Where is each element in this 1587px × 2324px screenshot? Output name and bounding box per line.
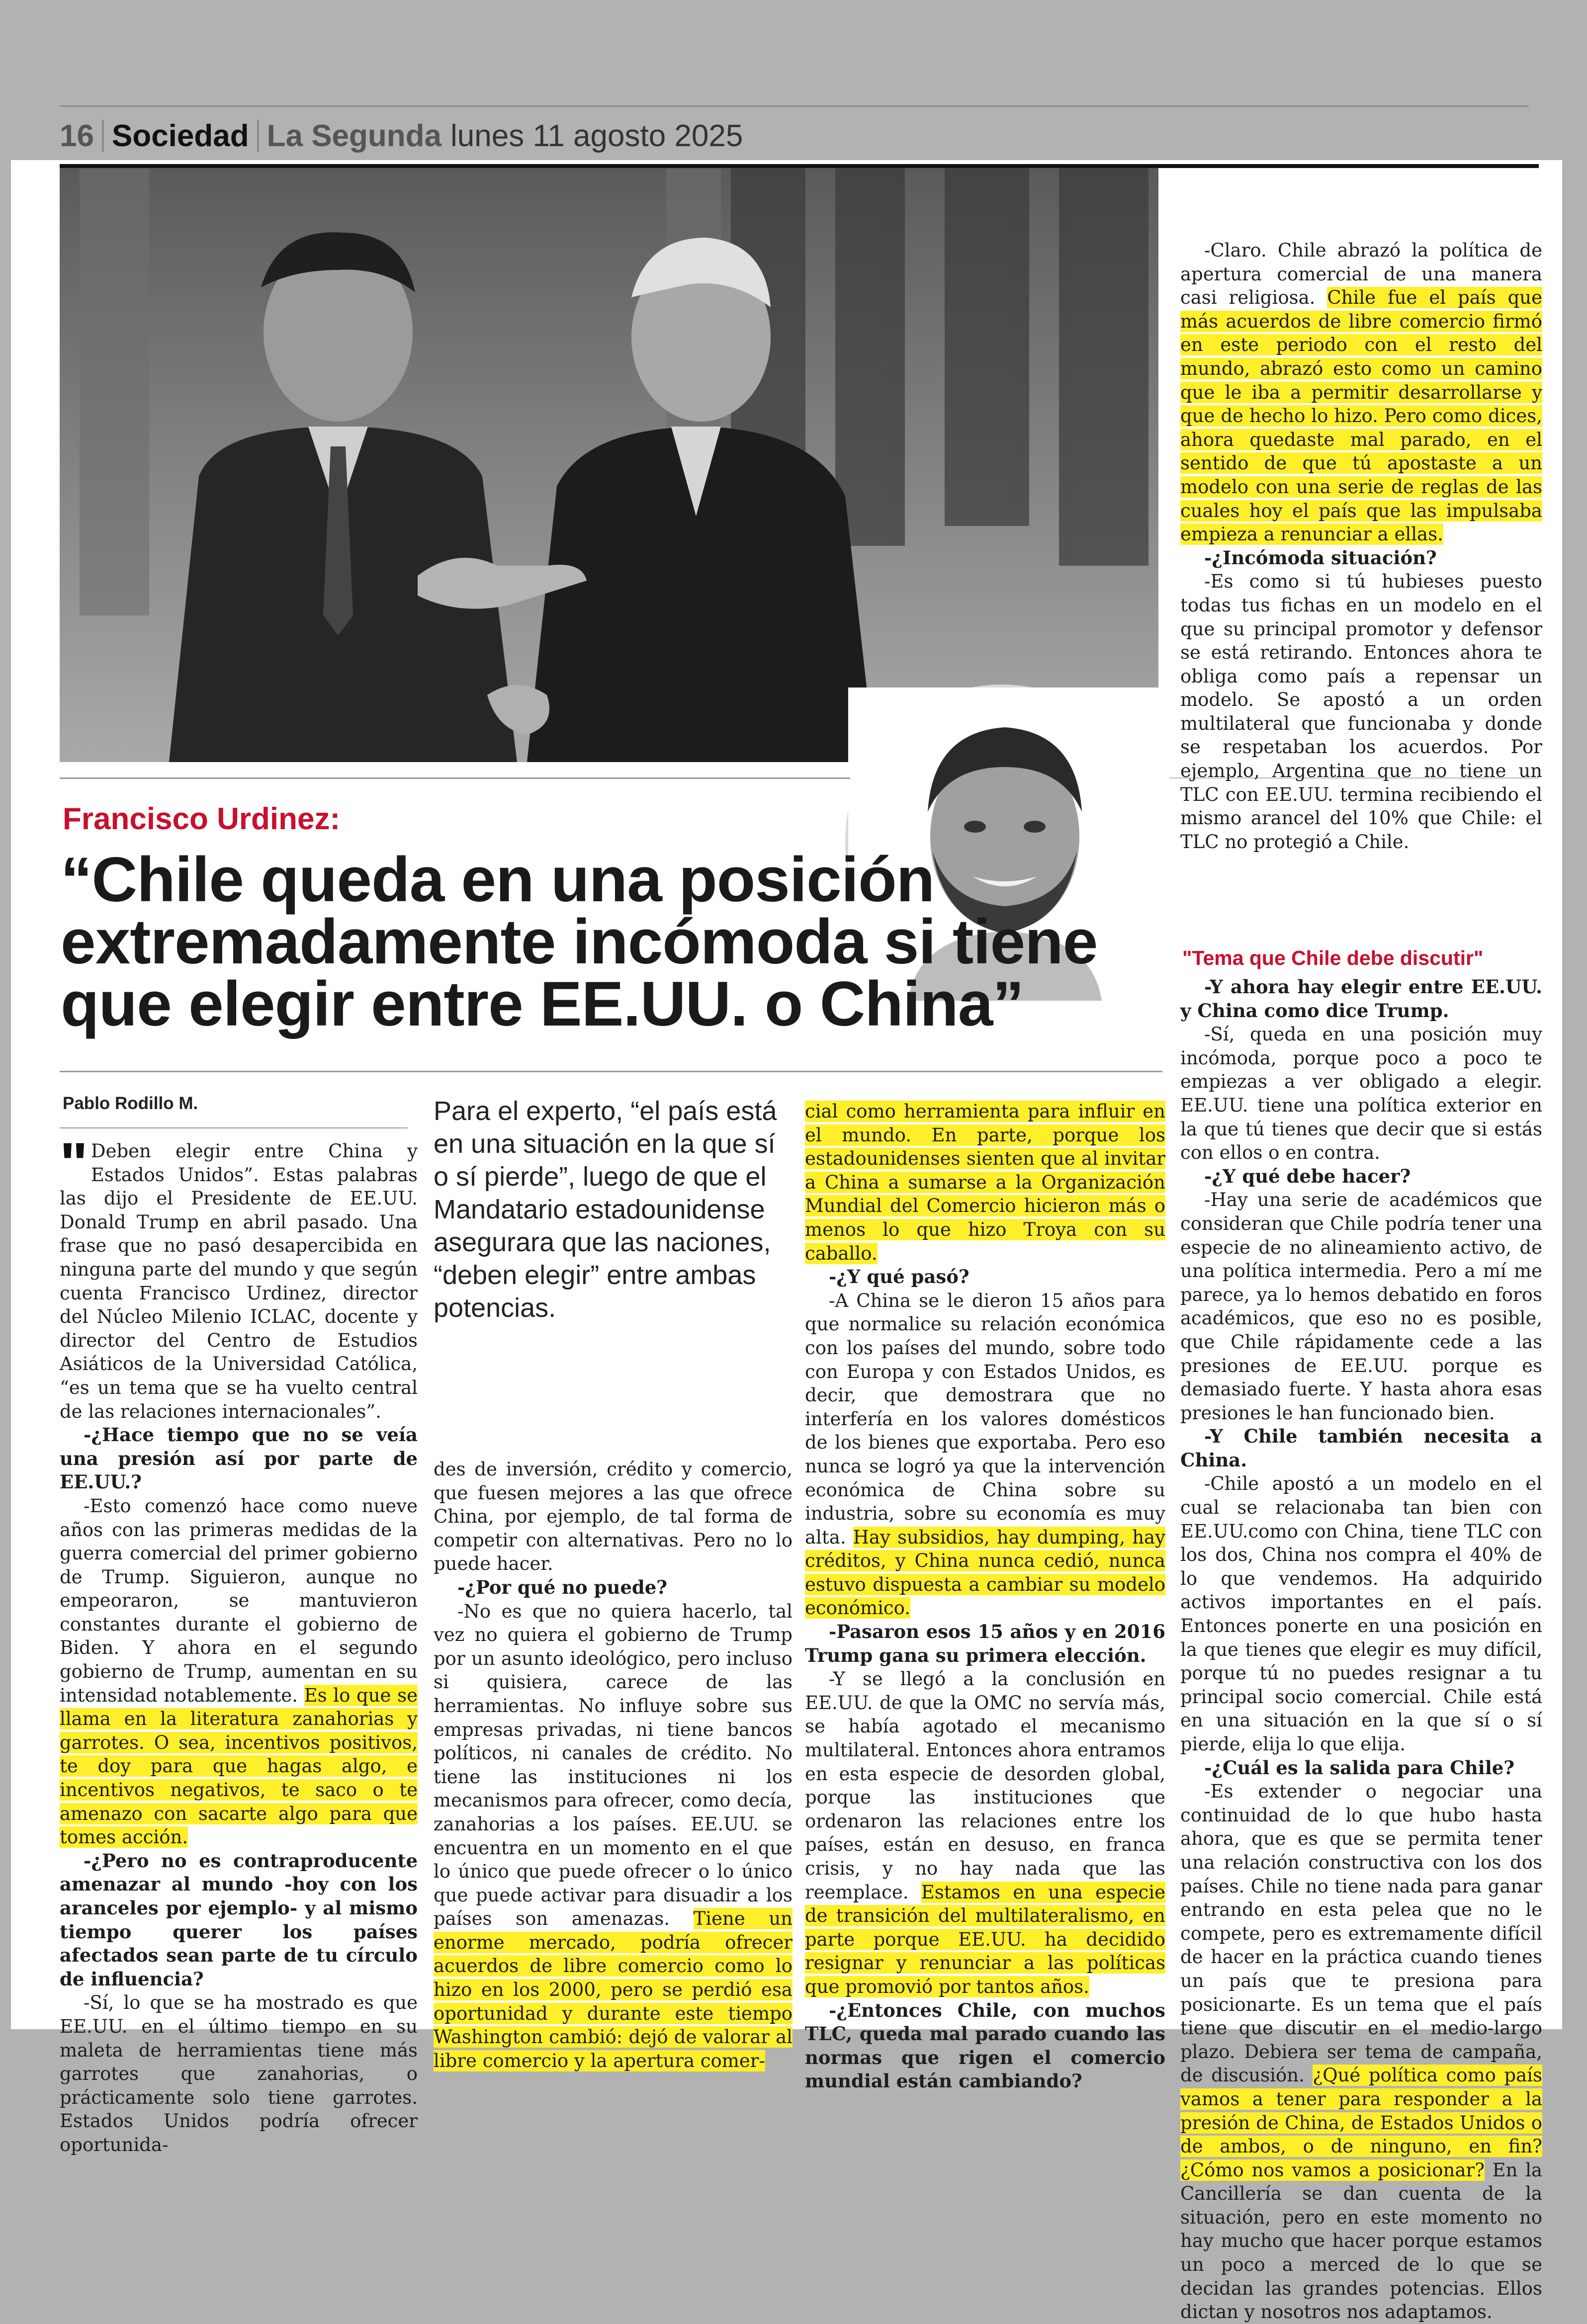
article-paragraph [434, 1600, 793, 2073]
interview-question: -¿Hace tiempo que no se veía una presión así por parte de EE.UU.? [60, 1424, 418, 1493]
article-column-4-bottom [1180, 975, 1542, 2324]
article-paragraph [60, 1130, 418, 1423]
section-name: Sociedad [111, 118, 249, 153]
paragraph-text: -Y se llegó a la conclusión en EE.UU. de que la OMC no servía más, se había agotado el mecanismo multilateral. Entonces ahora entramos en esta especie de desorden global, porque las instituciones que ordenaron las relaciones entre los países, están en desuso, en franca crisis, y no hay nada que las reemplace. [805, 1668, 1165, 1903]
paragraph-text: -Hay una serie de académicos que consideran que Chile podría tener una especie de no alineamiento activo, de una política intermedia. Pero a mí me parece, ya lo hemos debatido en foros académicos, que eso no es posible, que Chile rápidamente cede a las presiones de EE.UU. porque es demasiado fuerte. Y hasta ahora esas presiones le han funcionado bien. [1180, 1189, 1542, 1424]
highlighted-text: Es lo que se llama en la literatura zanahorias y garrotes. O sea, incentivos positivos, te doy para que hagas algo, e incentivos negativos, te saco o te amenazo con sacarte algo para que tomes acción. [60, 1684, 418, 1848]
header-line [60, 113, 743, 158]
article-column-2 [434, 1458, 793, 2072]
paragraph-text: -Chile apostó a un modelo en el cual se relacionaba tan bien con EE.UU.como con China, tiene TLC con los dos, China nos compra el 40% de lo que vendemos. Ha adquirido activos importantes en el país. Entonces ponerte en una posición en la que tienes que elegir es muy difícil, porque tú no puedes resignar a tu principal socio comercial. Chile está en una situación en la que sí o sí pierde, elija lo que elija. [1180, 1473, 1542, 1755]
page-header [60, 99, 1529, 153]
header-separator [257, 120, 259, 152]
main-photo [60, 168, 1158, 762]
drop-quote-mark: " [60, 1130, 84, 1197]
article-paragraph [1180, 239, 1542, 546]
article-paragraph [805, 1289, 1165, 1620]
article-paragraph [1180, 570, 1542, 854]
paragraph-text: -Sí, queda en una posición muy incómoda, porque poco a poco te empiezas a ver obligado a elegir. EE.UU. tiene una política exterior en la que tú tienes que decir que si estás con ellos o en contra. [1180, 1024, 1542, 1164]
paragraph-text: -No es que no quiera hacerlo, tal vez no quiera el gobierno de Trump por un asunto ideológico, pero incluso si quisiera, carece de las herramientas. No influye sobre sus empresas privadas, ni tiene bancos políticos, ni canales de crédito. No tiene las instituciones ni los mecanismos para ofrecer, como decía, zanahorias a los países. EE.UU. se encuentra en un momento en el que lo único que puede ofrecer o lo único que puede activar para disuadir a los países son amenazas. [434, 1600, 793, 1930]
interview-question: -¿Por qué no puede? [457, 1576, 667, 1598]
article-paragraph [434, 1458, 793, 1576]
headline-rule [60, 1071, 1162, 1072]
highlighted-text: Tiene un enorme mercado, podría ofrecer acuerdos de libre comercio como lo hizo en los 2000, pero se perdió esa oportunidad y durante este tiempo Washington cambió: dejó de valorar al libre comercio y la apertura comer- [434, 1908, 793, 2071]
article-column-4-top [1180, 239, 1542, 854]
interview-question: -Y ahora hay elegir entre EE.UU. y China como dice Trump. [1180, 976, 1542, 1022]
article-column-3 [805, 1100, 1165, 2093]
paragraph-text: -A China se le dieron 15 años para que normalice su relación económica con los países del mundo, sobre todo con Europa y con Estados Unidos, es decir, que demostrara que no interfería en los valores domésticos de los bienes que exportaba. Pero eso nunca se logró ya que la intervención económica de China sobre su industria, sobre su economía es muy alta. [805, 1290, 1165, 1548]
section-subhead: "Tema que Chile debe discutir" [1182, 947, 1484, 969]
paragraph-text: -Es como si tú hubieses puesto todas tus fichas en un modelo en el que su principal promotor y defensor se está retirando. Entonces ahora te obliga como país a repensar un modelo. Se apostó a un orden multilateral que funcionaba y donde se respetaban los acuerdos. Por ejemplo, Argentina que no tiene un TLC con EE.UU. termina recibiendo el mismo arancel del 10% que Chile: el TLC no protegió a Chile. [1180, 571, 1542, 853]
article-column-1 [60, 1130, 418, 2157]
newspaper-name: La Segunda [266, 118, 441, 153]
interview-question: -Y Chile también necesita a China. [1180, 1425, 1542, 1471]
interview-question: -¿Y qué pasó? [829, 1266, 970, 1288]
highlighted-text: ¿Qué política como país vamos a tener para responder a la presión de China, de Estados Unidos o de ambos, o de ninguno, en fin? ¿Cómo nos vamos a posicionar? [1180, 2065, 1542, 2181]
article-headline: “Chile queda en una posición extremadamente incómoda si tiene que elegir entre EE.UU. o China” [61, 844, 1098, 1039]
article-paragraph [1180, 1780, 1542, 2324]
highlighted-text: Chile fue el país que más acuerdos de libre comercio firmó en este periodo con el resto del mundo, abrazó esto como un camino que le iba a permitir desarrollarse y que de hecho lo hizo. Pero como dices, ahora quedaste mal parado, en el sentido de que tú apostaste a un modelo con una serie de reglas de las cuales hoy el país que las impulsaba empieza a renunciar a ellas. [1180, 287, 1542, 545]
article-paragraph [805, 1100, 1165, 1265]
main-photo-illustration [60, 168, 1158, 762]
article-paragraph [805, 1667, 1165, 1998]
newspaper-page [11, 160, 1562, 2323]
header-separator [102, 120, 104, 152]
byline-rule [60, 1127, 408, 1128]
interview-question: -¿Cuál es la salida para Chile? [1204, 1756, 1514, 1779]
header-rule [60, 105, 1529, 107]
pull-quote: Para el experto, “el país está en una situación en la que sí o sí pierde”, luego de que el Mandatario estadounidense asegurara que las naciones, “deben elegir” entre ambas potencias. [434, 1096, 777, 1323]
highlighted-text: cial como herramienta para influir en el mundo. En parte, porque los estadounidenses sienten que al invitar a China a sumarse a la Organización Mundial del Comercio hicieron más o menos lo que hizo Troya con su caballo. [805, 1101, 1165, 1264]
highlighted-text: Estamos en una especie de transición del multilateralismo, en parte porque EE.UU. ha decidido resignar y renunciar a las políticas que promovió por tantos años. [805, 1881, 1165, 1997]
interviewee-kicker: Francisco Urdinez: [63, 802, 341, 836]
interview-question: -¿Pero no es contraproducente amenazar al mundo -hoy con los aranceles por ejemplo- y al mismo tiempo querer los países afectados sean parte de tu círculo de influencia? [60, 1849, 418, 1990]
article-paragraph [1180, 1472, 1542, 1756]
paragraph-text: En la Cancillería se dan cuenta de la situación, pero en este momento no hay mucho que hacer porque estamos un poco a merced de lo que se decidan las grandes potencias. Ellos dictan y nosotros nos adaptamos. [1180, 2159, 1542, 2323]
interview-question: -¿Y qué debe hacer? [1204, 1165, 1411, 1187]
article-paragraph [60, 1991, 418, 2156]
paragraph-text: -Claro. Chile abrazó la política de apertura comercial de una manera casi religiosa. [1180, 240, 1542, 309]
byline: Pablo Rodillo M. [63, 1094, 198, 1113]
paragraph-text: -Es extender o negociar una continuidad de lo que hubo hasta ahora, que es que se permita tener una relación constructiva con los dos países. Chile no tiene nada para ganar entrando en esta pelea que no le compete, pero es extremamente difícil de hacer en la práctica cuando tienes un país que te presiona para posicionarte. Es un tema que el país tiene que discutir en el medio-largo plazo. Debiera ser tema de campaña, de discusión. [1180, 1781, 1542, 2086]
article-paragraph [1180, 1188, 1542, 1425]
interview-question: -Pasaron esos 15 años y en 2016 Trump gana su primera elección. [805, 1621, 1165, 1666]
article-paragraph [60, 1494, 418, 1849]
photo-bottom-rule [60, 777, 850, 779]
top-rule [60, 164, 1539, 168]
paragraph-text: des de inversión, crédito y comercio, que fuesen mejores a las que ofrece China, por ejemplo, de tal forma de competir con alternativas. Pero no lo puede hacer. [434, 1459, 793, 1575]
paragraph-text: Deben elegir entre China y Estados Unidos”. Estas palabras las dijo el Presidente de EE.UU. Donald Trump en abril pasado. Una frase que no pasó desapercibida en ninguna parte del mundo y que según cuenta Francisco Urdinez, director del Núcleo Milenio ICLAC, docente y director del Centro de Estudios Asiáticos de la Universidad Católica, “es un tema que se ha vuelto central de las relaciones internacionales”. [60, 1140, 418, 1422]
article-paragraph [1180, 1023, 1542, 1165]
highlighted-text: Hay subsidios, hay dumping, hay créditos, y China nunca cedió, nunca estuvo dispuesta a cambiar su modelo económico. [805, 1526, 1165, 1619]
paragraph-text: -Sí, lo que se ha mostrado es que EE.UU. en el último tiempo en su maleta de herramientas tiene más garrotes que zanahorias, o prácticamente solo tiene garrotes. Estados Unidos podría ofrecer oportunida- [60, 1992, 418, 2155]
paragraph-text: -Esto comenzó hace como nueve años con las primeras medidas de la guerra comercial del primer gobierno de Trump. Siguieron, aunque no empeoraron, se mantuvieron constantes durante el gobierno de Biden. Y ahora en el segundo gobierno de Trump, aumentan en su intensidad notablemente. [60, 1495, 418, 1706]
page-number: 16 [60, 118, 94, 153]
interview-question: -¿Entonces Chile, con muchos TLC, queda mal parado cuando las normas que rigen el comercio mundial están cambiando? [805, 1999, 1165, 2092]
interview-question: -¿Incómoda situación? [1204, 546, 1437, 569]
issue-date: lunes 11 agosto 2025 [450, 118, 743, 153]
